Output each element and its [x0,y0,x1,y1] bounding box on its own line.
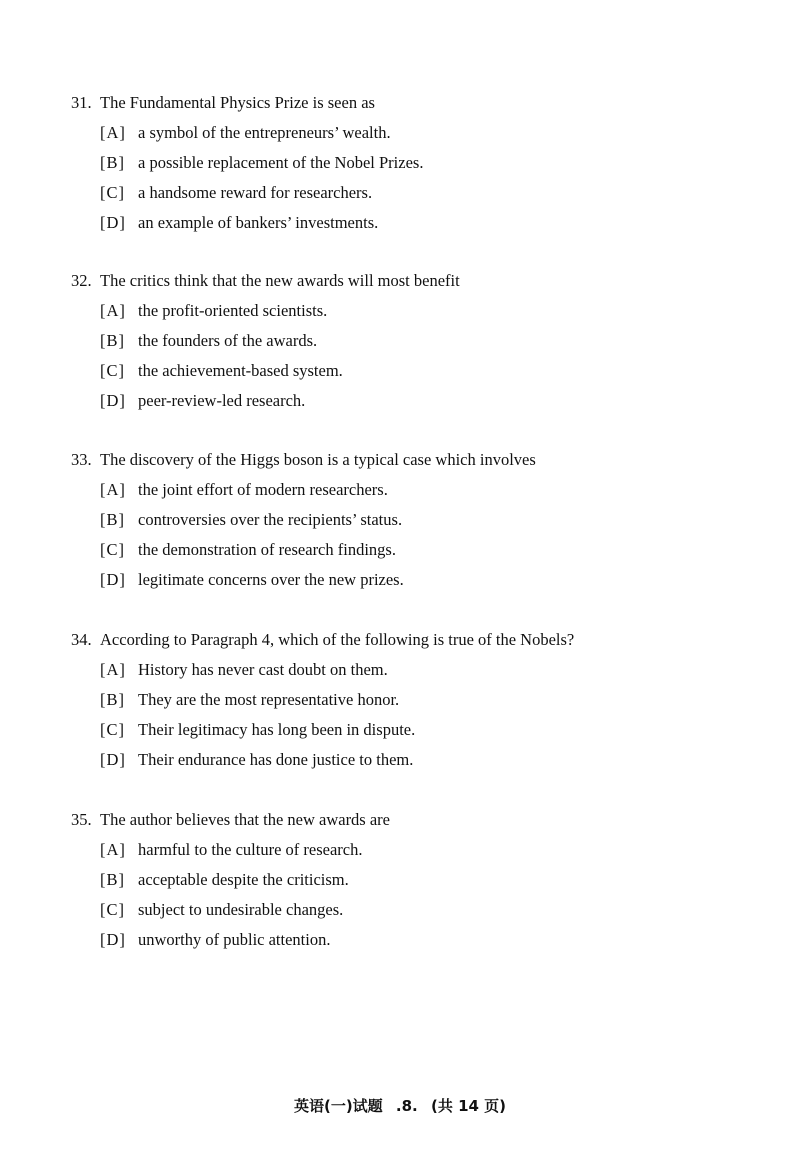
option-label: [B] [100,510,125,529]
option-text: the demonstration of research findings. [138,540,396,559]
option-d [100,570,404,590]
option-label: [A] [100,480,126,499]
option-text: a possible replacement of the Nobel Prizes. [138,153,424,172]
page-total: (共 14 页) [431,1097,507,1115]
question-stem [71,271,460,291]
option-d [100,750,413,770]
option-text: They are the most representative honor. [138,690,400,709]
question-text: The Fundamental Physics Prize is seen as [100,93,375,112]
question-number: 34. [71,630,92,649]
question-number: 33. [71,450,92,469]
option-label: [D] [100,930,126,949]
option-text: the founders of the awards. [138,331,318,350]
option-a [100,480,388,500]
option-label: [A] [100,301,126,320]
option-b [100,690,399,710]
question-stem [71,450,536,470]
page-number: .8. [395,1097,418,1115]
option-text: the joint effort of modern researchers. [138,480,388,499]
option-label: [A] [100,840,126,859]
option-a [100,123,391,143]
question-stem [71,630,574,650]
option-a [100,660,388,680]
exam-title: 英语(一)试题 [293,1097,383,1115]
option-b [100,331,317,351]
option-label: [C] [100,720,125,739]
option-label: [B] [100,153,125,172]
option-text: peer-review-led research. [138,391,306,410]
option-label: [C] [100,900,125,919]
option-text: controversies over the recipients’ status. [138,510,403,529]
option-text: an example of bankers’ investments. [138,213,379,232]
option-label: [A] [100,123,126,142]
option-c [100,540,396,560]
question-text: The critics think that the new awards will most benefit [100,271,460,290]
option-text: legitimate concerns over the new prizes. [138,570,404,589]
option-label: [A] [100,660,126,679]
option-text: the profit-oriented scientists. [138,301,328,320]
option-label: [B] [100,331,125,350]
option-d [100,213,378,233]
option-label: [C] [100,361,125,380]
option-text: Their endurance has done justice to them. [138,750,414,769]
option-a [100,840,362,860]
option-label: [D] [100,750,126,769]
page-footer [0,1096,800,1116]
option-text: a handsome reward for researchers. [138,183,373,202]
option-text: subject to undesirable changes. [138,900,344,919]
option-text: unworthy of public attention. [138,930,331,949]
option-text: Their legitimacy has long been in dispute. [138,720,416,739]
option-label: [D] [100,213,126,232]
option-text: harmful to the culture of research. [138,840,363,859]
option-label: [D] [100,391,126,410]
question-number: 32. [71,271,92,290]
question-number: 35. [71,810,92,829]
option-c [100,183,372,203]
option-text: the achievement-based system. [138,361,343,380]
question-stem [71,810,390,830]
option-text: History has never cast doubt on them. [138,660,388,679]
option-d [100,391,305,411]
option-label: [C] [100,183,125,202]
option-b [100,870,349,890]
option-text: a symbol of the entrepreneurs’ wealth. [138,123,391,142]
question-text: The discovery of the Higgs boson is a typical case which involves [100,450,536,469]
option-c [100,361,343,381]
option-b [100,153,423,173]
option-label: [D] [100,570,126,589]
option-d [100,930,330,950]
option-label: [C] [100,540,125,559]
option-c [100,720,415,740]
question-stem [71,93,375,113]
option-b [100,510,402,530]
question-text: According to Paragraph 4, which of the following is true of the Nobels? [100,630,575,649]
question-number: 31. [71,93,92,112]
option-c [100,900,343,920]
option-a [100,301,327,321]
option-label: [B] [100,690,125,709]
question-text: The author believes that the new awards are [100,810,390,829]
option-text: acceptable despite the criticism. [138,870,349,889]
option-label: [B] [100,870,125,889]
